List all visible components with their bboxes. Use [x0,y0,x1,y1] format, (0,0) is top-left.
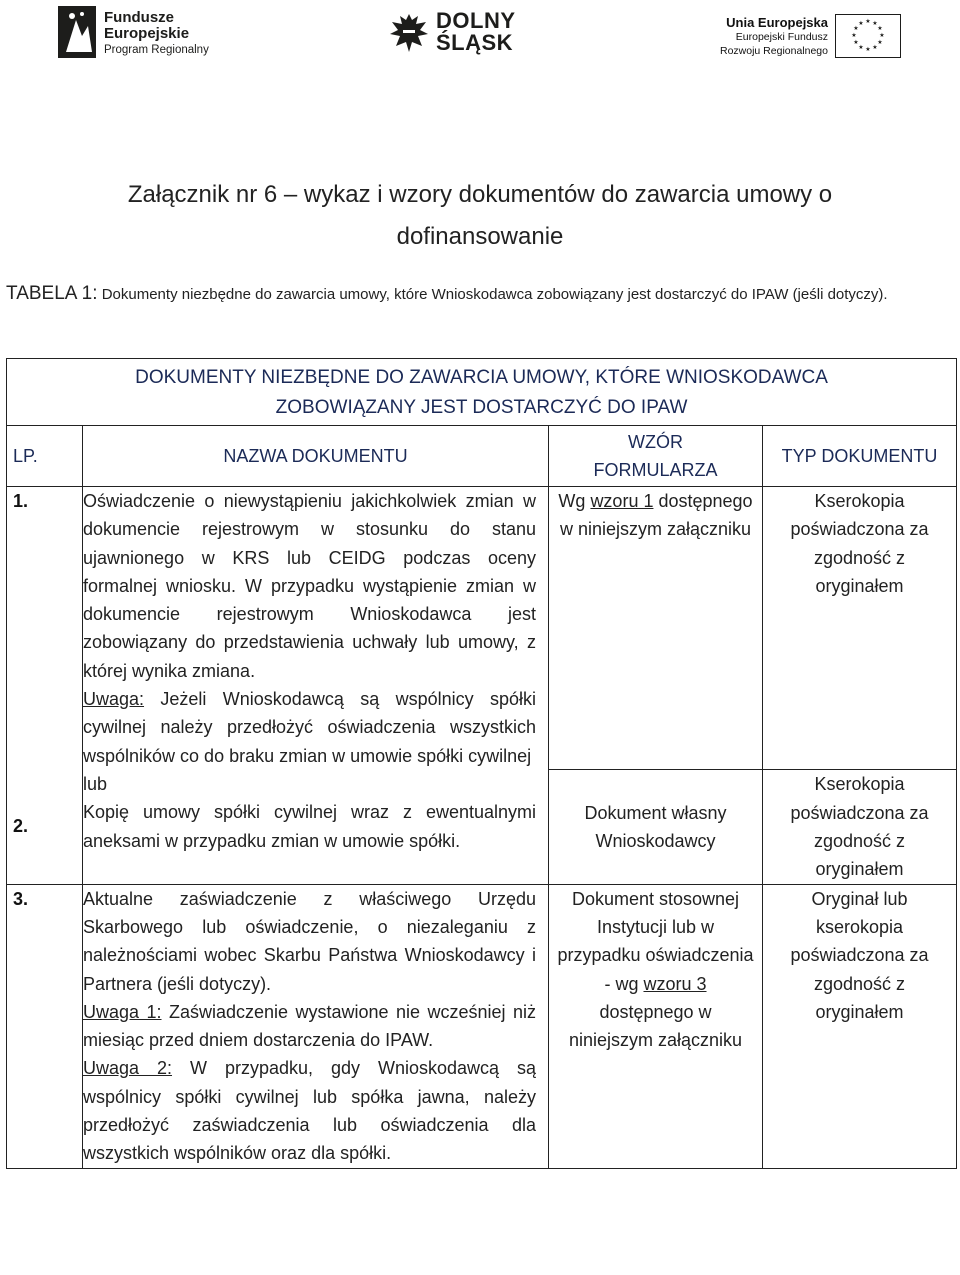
table-header-row [7,359,957,426]
svg-text:★: ★ [853,39,859,46]
fundusze-line2: Europejskie [104,25,190,42]
row1-lp: 1. [13,491,29,511]
row1-text: Oświadczenie o niewystąpieniu jakichkolwiek zmian w dokumencie rejestrowym w stosunku do stanu ujawnionego w KRS lub CEIDG podczas oceny formalnej wniosku. W przypadku wystąpienie zmian w dokumencie rejestrowym Wnioskodawca jest zobowiązany do przedstawienia uchwały lub umowy, z której wynika zmiana. [83,491,536,681]
row1-uwaga [83,685,536,770]
svg-text:★: ★ [877,39,883,46]
row3-text: Aktualne zaświadczenie z właściwego Urzędu Skarbowego lub oświadczenie, o niezaleganiu z należnościami wobec Skarbu Państwa Wnioskodawcy i Partnera (jeśli dotyczy). [83,888,536,994]
row3-uwaga2 [83,1054,536,1167]
svg-text:★: ★ [858,20,864,27]
svg-text:★: ★ [865,18,871,25]
row2-name-cell [83,770,549,884]
row3-lp-cell [7,884,83,1168]
row1-lub: lub [83,773,108,794]
title-line2: dofinansowanie [396,223,564,250]
row2-wzor-cell: Dokument własny Wnioskodawcy [549,770,763,884]
intro-lead: TABELA 1: [6,283,98,304]
page-title [40,174,920,258]
row1-name-cell [83,487,549,770]
row1-wzor-prefix: Wg [558,491,591,511]
fundusze-europejskie-logo [58,4,218,60]
row3-uwaga2-text: W przypadku, gdy Wnioskodawcą są wspólnicy spółki cywilnej lub spółka jawna, należy przedłożyć zaświadczenia lub oświadczenia dla wszystkich wspólników oraz dla spółki. [83,1058,536,1164]
svg-text:★: ★ [853,25,859,32]
fundusze-line3: Program Regionalny [104,44,209,56]
row1-uwaga-label: Uwaga: [83,689,145,710]
row2-typ-cell: Kserokopia poświadczona za zgodność z oryginałem [763,770,957,884]
row1-wzor-rest: dostępnego w niniejszym załączniku [559,491,753,540]
unia-europejska-logo [720,4,902,60]
svg-text:★: ★ [851,32,857,39]
row1-wzor-link[interactable]: wzoru 1 [590,491,654,511]
row1-uwaga-text: Jeżeli Wnioskodawcą są wspólnicy spółki cywilnej należy przedłożyć oświadczenia wszystkich wspólników co do braku zmian w umowie spółki cywilnej [83,689,536,766]
table-heading [7,359,957,426]
unia-line2: Europejski Fundusz [735,31,828,43]
row2-lp-cell [7,770,83,884]
svg-text:★: ★ [872,20,878,27]
row1-lp-cell [7,487,83,770]
row3-wzor-link[interactable]: wzoru 3 [643,973,707,994]
table-row [7,884,957,1168]
fundusze-europejskie-emblem-icon [58,6,98,60]
row3-wzor-a: Dokument stosownej Instytucji lub w przypadku oświadczenia - wg [557,888,754,994]
unia-line1: Unia Europejska [726,15,828,30]
intro-paragraph [6,280,956,309]
row3-wzor-cell [549,884,763,1168]
unia-line3: Rozwoju Regionalnego [720,45,828,57]
column-header-name: NAZWA DOKUMENTU [83,426,549,487]
column-header-wzor-line2: FORMULARZA [593,460,718,480]
column-headers-row [7,426,957,487]
row2-text: Kopię umowy spółki cywilnej wraz z ewentualnymi aneksami w przypadku zmian w umowie spółki. [83,802,536,851]
dolny-slask-logo [388,4,528,60]
row3-uwaga1-text: Zaświadczenie wystawione nie wcześniej niż miesiąc przed dniem dostarczenia do IPAW. [83,1001,536,1051]
column-header-lp: LP. [7,426,83,487]
svg-text:★: ★ [872,44,878,51]
column-header-wzor [549,426,763,487]
svg-text:★: ★ [858,44,864,51]
row3-uwaga1-label: Uwaga 1: [83,1001,162,1022]
intro-text: Dokumenty niezbędne do zawarcia umowy, które Wnioskodawca zobowiązany jest dostarczyć do IPAW (jeśli dotyczy). [97,286,888,303]
row3-name-cell [83,884,549,1168]
dolny-slask-line1: DOLNY [436,8,516,33]
svg-text:★: ★ [865,46,871,53]
title-line1: Załącznik nr 6 – wykaz i wzory dokumentów do zawarcia umowy o [127,181,833,208]
eu-flag-icon [835,14,901,58]
logo-bar [0,0,960,70]
table-heading-line1: DOKUMENTY NIEZBĘDNE DO ZAWARCIA UMOWY, KTÓRE WNIOSKODAWCA [135,367,828,388]
row2-lp: 2. [13,815,29,836]
table-row [7,487,957,770]
column-header-wzor-line1: WZÓR [628,432,683,452]
eagle-emblem-icon [388,10,430,56]
row1-wzor-cell [549,487,763,770]
svg-text:★: ★ [877,25,883,32]
table-heading-line2: ZOBOWIĄZANY JEST DOSTARCZYĆ DO IPAW [275,397,688,418]
row3-wzor-b: dostępnego w niniejszym załączniku [568,1001,743,1051]
fundusze-line1: Fundusze [104,9,174,26]
row3-uwaga2-label: Uwaga 2: [83,1058,173,1079]
documents-table [6,358,957,1169]
row3-lp: 3. [13,888,29,909]
row3-typ-cell: Oryginał lub kserokopia poświadczona za zgodność z oryginałem [763,884,957,1168]
row1-typ-cell: Kserokopia poświadczona za zgodność z oryginałem [763,487,957,770]
table-row [7,770,957,884]
dolny-slask-line2: ŚLĄSK [436,30,514,55]
column-header-typ: TYP DOKUMENTU [763,426,957,487]
svg-text:★: ★ [879,32,885,39]
row3-uwaga1 [83,998,536,1055]
